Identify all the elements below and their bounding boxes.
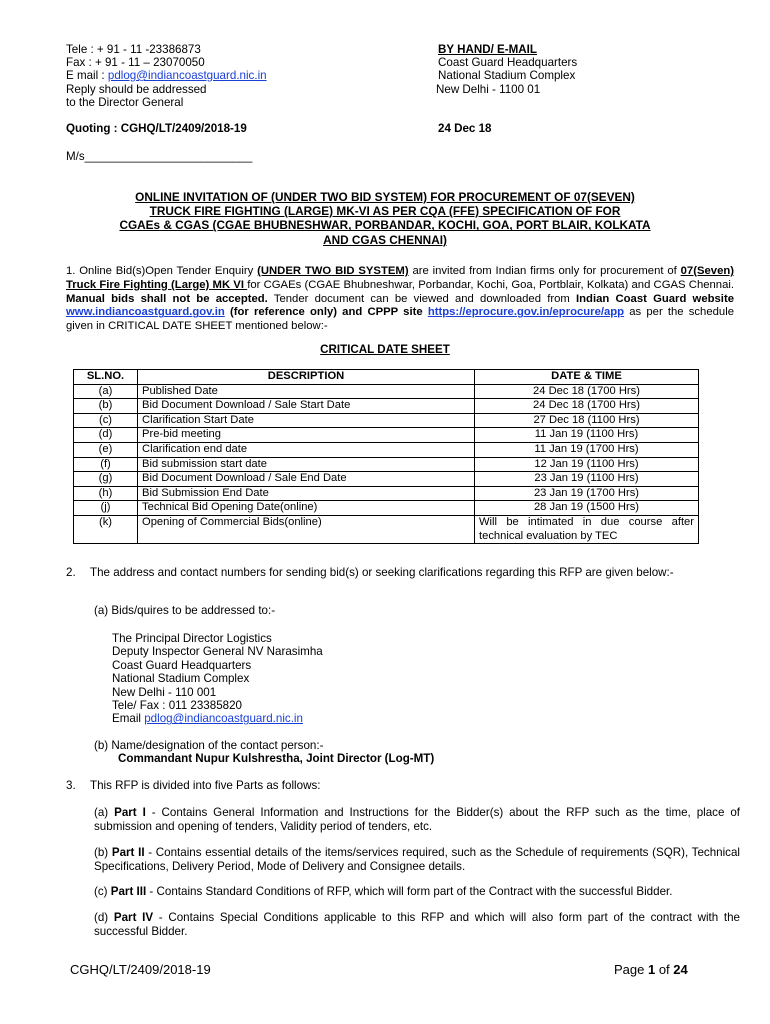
- bids-email-label: Email: [112, 712, 145, 726]
- quoting-reference: Quoting : CGHQ/LT/2409/2018-19: [66, 122, 247, 135]
- bids-address-line: New Delhi - 110 001: [112, 685, 217, 699]
- part-label: Part I: [114, 806, 146, 819]
- p1-text-1: 1. Online Bid(s)Open Tender Enquiry: [66, 265, 258, 277]
- row-slno: (a): [74, 384, 138, 399]
- part-description: - Contains Standard Conditions of RFP, which will form part of the Contract with the successful Bidder.: [146, 885, 673, 898]
- row-slno: (k): [74, 515, 138, 543]
- table-row: [74, 399, 699, 414]
- table-row: [74, 442, 699, 457]
- page-current: 1: [647, 962, 656, 977]
- row-date-time: 11 Jan 19 (1100 Hrs): [475, 428, 699, 443]
- table-row: [74, 486, 699, 501]
- para2a-label: (a) Bids/quires to be addressed to:-: [94, 604, 276, 617]
- contact-person: Commandant Nupur Kulshrestha, Joint Director (Log-MT): [118, 752, 435, 765]
- table-row: [74, 472, 699, 487]
- critical-date-table: [73, 369, 699, 544]
- header-description: DESCRIPTION: [138, 370, 475, 385]
- document-title: [60, 190, 710, 247]
- para3-number: 3.: [66, 779, 76, 792]
- bids-address-line: Coast Guard Headquarters: [112, 658, 252, 672]
- part-2-item: [94, 846, 740, 874]
- bids-email-link[interactable]: pdlog@indiancoastguard.nic.in: [144, 712, 303, 726]
- para2-text: The address and contact numbers for sending bid(s) or seeking clarifications regarding this RFP are given below:-: [90, 566, 674, 579]
- row-slno: (j): [74, 501, 138, 516]
- part-prefix: (d): [94, 911, 114, 924]
- part-4-item: [94, 911, 740, 939]
- page-of: of: [655, 962, 674, 977]
- part-label: Part II: [111, 846, 145, 859]
- p1-item: 07(Seven) Truck Fire Fighting (Large) MK VI: [66, 265, 735, 291]
- para2b-label: (b) Name/designation of the contact person:-: [94, 739, 324, 752]
- p1-icg-website: Indian Coast Guard website: [576, 292, 734, 305]
- header-slno: SL.NO.: [74, 370, 138, 385]
- by-hand-label: BY HAND/ E-MAIL: [438, 43, 537, 56]
- row-slno: (g): [74, 472, 138, 487]
- row-date-time: 11 Jan 19 (1700 Hrs): [475, 442, 699, 457]
- footer-reference: CGHQ/LT/2409/2018-19: [70, 962, 211, 977]
- p1-bid-system: (UNDER TWO BID SYSTEM): [257, 265, 409, 277]
- fax: Fax : + 91 - 11 – 23070050: [66, 56, 205, 69]
- letter-date: 24 Dec 18: [438, 122, 492, 135]
- title-line-3: CGAEs & CGAS (CGAE BHUBNESHWAR, PORBANDAR, KOCHI, GOA, PORT BLAIR, KOLKATA: [119, 218, 651, 233]
- table-row: [74, 457, 699, 472]
- row-date-time: 23 Jan 19 (1100 Hrs): [475, 472, 699, 487]
- row-description: Bid submission start date: [138, 457, 475, 472]
- email-label: E mail :: [66, 69, 108, 82]
- row-date-time: Will be intimated in due course after technical evaluation by TEC: [475, 515, 699, 543]
- row-slno: (e): [74, 442, 138, 457]
- row-date-time: 12 Jan 19 (1100 Hrs): [475, 457, 699, 472]
- part-description: - Contains Special Conditions applicable to this RFP and which will also form part of the contract with the successful Bidder.: [94, 911, 741, 938]
- cppp-link[interactable]: https://eprocure.gov.in/eprocure/app: [427, 306, 625, 319]
- part-prefix: (c): [94, 885, 111, 898]
- row-description: Technical Bid Opening Date(online): [138, 501, 475, 516]
- row-slno: (b): [74, 399, 138, 414]
- row-description: Opening of Commercial Bids(online): [138, 515, 475, 543]
- address-line-3: New Delhi - 1100 01: [436, 83, 541, 96]
- part-prefix: (b): [94, 846, 112, 859]
- table-row: [74, 501, 699, 516]
- critical-date-heading: CRITICAL DATE SHEET: [320, 343, 450, 356]
- part-3-item: [94, 885, 740, 899]
- row-date-time: 28 Jan 19 (1500 Hrs): [475, 501, 699, 516]
- row-description: Clarification end date: [138, 442, 475, 457]
- p1-manual-bids: Manual bids shall not be accepted.: [66, 292, 268, 305]
- bids-address-line: Tele/ Fax : 011 23385820: [112, 699, 242, 713]
- page-prefix: Page: [614, 962, 648, 977]
- bids-address-line: National Stadium Complex: [112, 672, 250, 686]
- bids-address-block: [112, 632, 323, 726]
- para2-number: 2.: [66, 566, 76, 579]
- bids-address-line: The Principal Director Logistics: [112, 632, 272, 645]
- row-slno: (c): [74, 413, 138, 428]
- reply-line-2: to the Director General: [66, 96, 184, 109]
- row-slno: (f): [74, 457, 138, 472]
- row-description: Clarification Start Date: [138, 413, 475, 428]
- part-description: - Contains essential details of the items/services required, such as the Schedule of requirements (SQR), Technical Specifications, Delivery Period, Mode of Delivery and Consignee details.: [94, 846, 741, 873]
- row-date-time: 27 Dec 18 (1100 Hrs): [475, 413, 699, 428]
- para3-text: This RFP is divided into five Parts as follows:: [90, 779, 321, 792]
- email-line: [66, 69, 267, 83]
- title-line-2: TRUCK FIRE FIGHTING (LARGE) MK-VI AS PER CQA (FFE) SPECIFICATION OF FOR: [149, 204, 621, 219]
- part-label: Part IV: [113, 911, 154, 924]
- p1-text-5: as per the schedule given in CRITICAL DATE SHEET mentioned below:-: [66, 306, 734, 333]
- row-date-time: 24 Dec 18 (1700 Hrs): [475, 384, 699, 399]
- part-description: - Contains General Information and Instructions for the Bidder(s) about the RFP such as the time, place of submission and opening of tenders, Validity period of tenders, etc.: [94, 806, 740, 833]
- table-row: [74, 384, 699, 399]
- email-link[interactable]: pdlog@indiancoastguard.nic.in: [107, 69, 267, 82]
- row-description: Bid Document Download / Sale End Date: [138, 472, 475, 487]
- address-line-2: National Stadium Complex: [438, 69, 576, 82]
- row-slno: (d): [74, 428, 138, 443]
- table-header-row: [74, 370, 699, 385]
- p1-cppp: (for reference only) and CPPP site: [224, 306, 428, 319]
- reply-line-1: Reply should be addressed: [66, 83, 207, 96]
- paragraph-1: [66, 265, 734, 334]
- p1-text-4: Tender document can be viewed and downloaded from: [267, 292, 576, 305]
- page-total: 24: [673, 962, 688, 977]
- part-prefix: (a): [94, 806, 115, 819]
- table-row: [74, 413, 699, 428]
- bids-email-line: [112, 712, 323, 725]
- row-slno: (h): [74, 486, 138, 501]
- addressee-line: M/s__________________________: [66, 150, 253, 163]
- icg-website-link[interactable]: www.indiancoastguard.gov.in: [66, 306, 225, 319]
- row-description: Pre-bid meeting: [138, 428, 475, 443]
- p1-text-2: are invited from Indian firms only for procurement of: [408, 265, 681, 277]
- title-line-4: AND CGAS CHENNAI): [323, 232, 447, 247]
- part-label: Part III: [110, 885, 147, 898]
- table-row: [74, 428, 699, 443]
- row-description: Bid Submission End Date: [138, 486, 475, 501]
- row-date-time: 24 Dec 18 (1700 Hrs): [475, 399, 699, 414]
- row-description: Bid Document Download / Sale Start Date: [138, 399, 475, 414]
- row-description: Published Date: [138, 384, 475, 399]
- page-number: [614, 962, 688, 977]
- bids-address-line: Deputy Inspector General NV Narasimha: [112, 645, 323, 659]
- part-1-item: [94, 806, 740, 834]
- address-line-1: Coast Guard Headquarters: [438, 56, 578, 69]
- p1-text-3: for CGAEs (CGAE Bhubneshwar, Porbandar, Kochi, Goa, Portblair, Kolkata) and CGAS Chennai.: [247, 278, 735, 291]
- row-date-time: 23 Jan 19 (1700 Hrs): [475, 486, 699, 501]
- table-row: [74, 515, 699, 543]
- header-date-time: DATE & TIME: [475, 370, 699, 385]
- telephone: Tele : + 91 - 11 -23386873: [66, 43, 201, 56]
- title-line-1: ONLINE INVITATION OF (UNDER TWO BID SYSTEM) FOR PROCUREMENT OF 07(SEVEN): [135, 190, 635, 204]
